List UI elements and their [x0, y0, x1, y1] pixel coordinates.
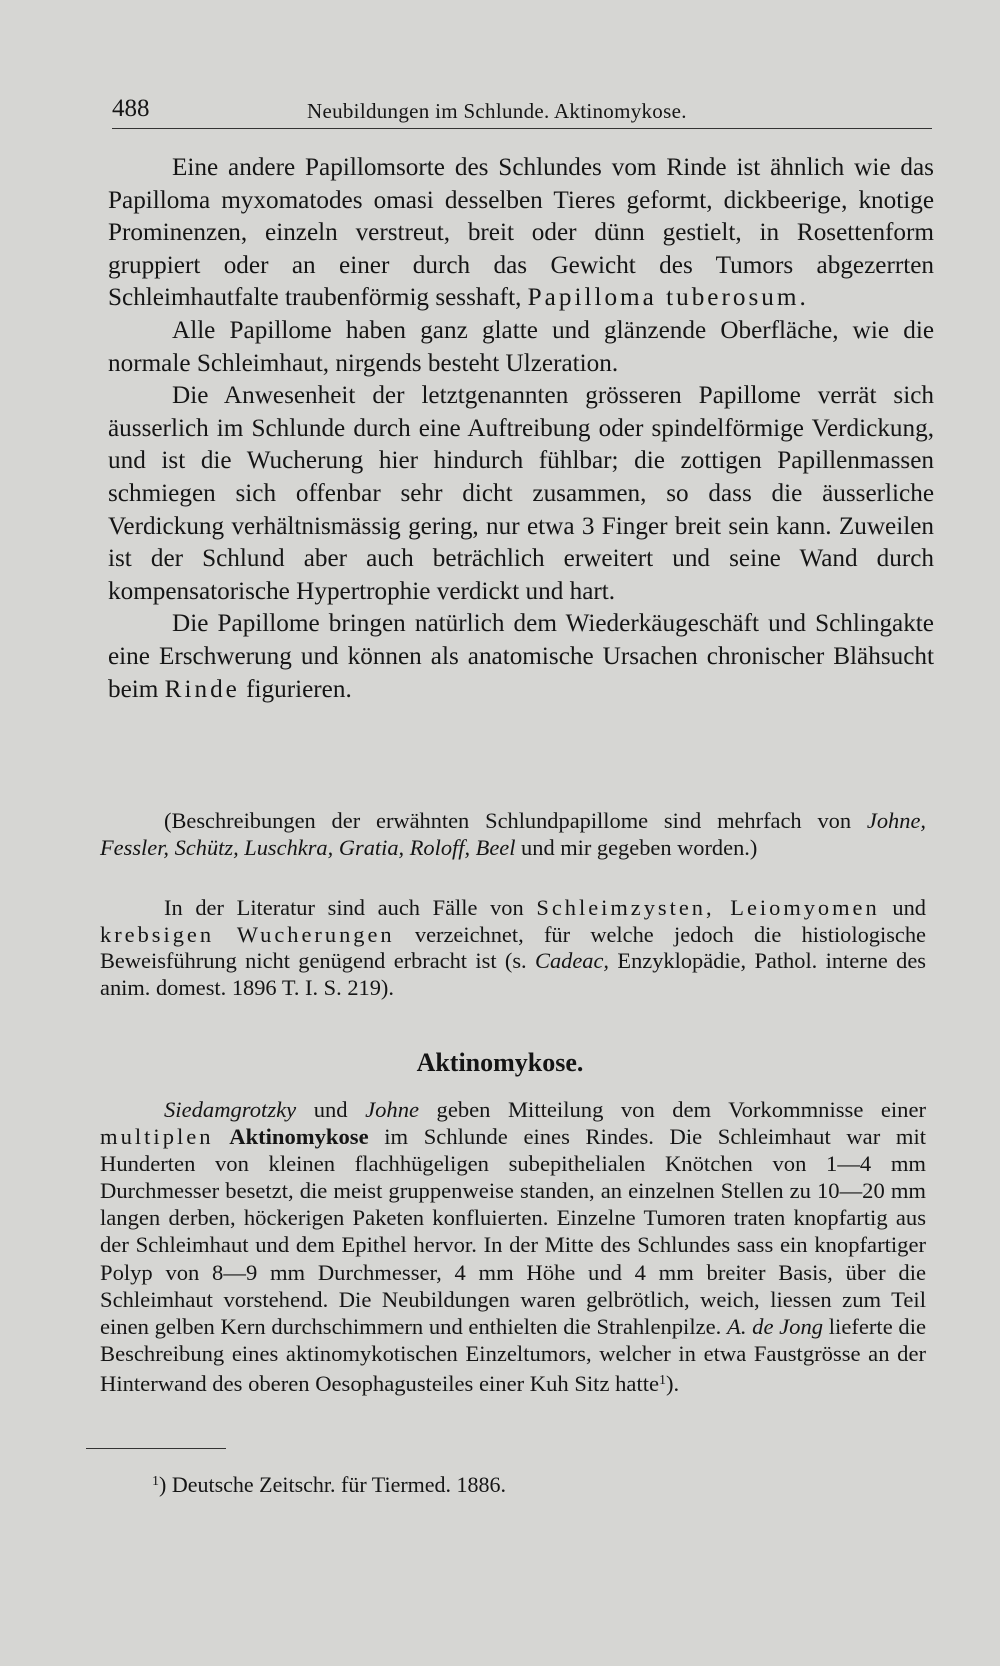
running-header [112, 95, 932, 135]
footnote-rule [86, 1448, 226, 1449]
section-text-3: lieferte die Beschreibung eines aktinomykotischen Einzeltumors, welcher in etwa Faustgrösse an der Hinterwand des oberen Oesophagusteiles einer Kuh Sitz hatte [100, 1313, 927, 1396]
section-text [100, 1096, 926, 1397]
note-1-paragraph [100, 808, 926, 861]
spaced-term: multiplen [100, 1124, 214, 1150]
note-2-start: In der Literatur sind auch Fälle von [164, 895, 524, 920]
author-names: Johne, Fessler, Schütz, Luschkra, Gratia, Roloff, Beel [100, 808, 926, 860]
paragraph-4-start: Die Papillome bringen natürlich dem Wiederkäugeschäft und Schlingakte eine Erschwerung und können als anatomische Ursachen chronischer Blähsucht beim [108, 610, 934, 703]
note-2-paragraph [100, 895, 926, 1001]
connector: und [313, 1097, 348, 1122]
note-1-end: und mir gegeben worden.) [521, 834, 758, 860]
footnote-text: ) Deutsche Zeitschr. für Tiermed. 1886. [159, 1472, 507, 1497]
section-text-4: ). [666, 1370, 680, 1396]
note-literature [100, 895, 926, 1001]
spaced-term: Schleimzysten, Leiomyomen [536, 895, 880, 920]
author-name: Cadeac, [535, 948, 610, 974]
author-name: Johne [365, 1097, 420, 1122]
spaced-term: Rinde [164, 675, 240, 703]
main-text [108, 152, 934, 706]
header-rule [112, 128, 932, 129]
footnote [152, 1472, 506, 1498]
paragraph-3: Die Anwesenheit der letztgenannten grösseren Papillome verrät sich äusserlich im Schlunde durch eine Auftreibung oder spindelförmige Verdickung, und ist die Wucherung hier hindurch fühlbar; die zottigen Papillenmassen schmiegen sich offenbar sehr dicht zusammen, so dass die äusserliche Verdickung verhältnismässig gering, nur etwa 3 Finger breit sein kann. Zuweilen ist der Schlund aber auch beträchlich erweitert und seine Wand durch kompensatorische Hypertrophie verdickt und hart. [108, 382, 934, 605]
section-text-1: geben Mitteilung von dem Vorkommnisse einer [436, 1097, 927, 1122]
author-name: A. de Jong [727, 1313, 824, 1339]
note-1-start: (Beschreibungen der erwähnten Schlundpapillome sind mehrfach von [164, 808, 852, 833]
section-heading: Aktinomykose. [416, 1048, 584, 1077]
note-2-mid: und [892, 895, 926, 920]
page-number: 488 [112, 95, 150, 122]
bold-term: Aktinomykose [229, 1124, 369, 1150]
footnote-marker: 1 [152, 1474, 159, 1489]
paragraph-1-text: Eine andere Papillomsorte des Schlundes vom Rinde ist ähnlich wie das Papilloma myxomatodes omasi desselben Tieres geformt, dickbeerige, knotige Prominenzen, einzeln verstreut, breit oder dünn gestielt, in Rosettenform gruppiert oder an einer durch das Gewicht des Tumors abgezerrten Schleimhautfalte traubenförmig sesshaft, [108, 154, 934, 312]
spaced-term: krebsigen Wucherungen [100, 921, 395, 947]
note-descriptions [100, 808, 926, 861]
paragraph-2: Alle Papillome haben ganz glatte und glänzende Oberfläche, wie die normale Schleimhaut, nirgends besteht Ulzeration. [108, 316, 934, 377]
paragraph-4-end: figurieren. [246, 675, 352, 703]
note-2-end: Enzyklopädie, Pathol. interne des anim. domest. 1896 T. I. S. 219). [100, 948, 926, 1000]
author-name: Siedamgrotzky [164, 1097, 297, 1122]
section-text-2: im Schlunde eines Rindes. Die Schleimhaut war mit Hunderten von kleinen flachhügeligen subepithelialen Knötchen von 1—4 mm Durchmesser besetzt, die meist gruppenweise standen, an einzelnen Stellen zu 10—20 mm langen derben, höckerigen Paketen konfluierten. Einzelne Tumoren traten knopfartig aus der Schleimhaut und dem Epithel hervor. In der Mitte des Schlundes sass ein knopfartiger Polyp von 8—9 mm Durchmesser, 4 mm Höhe und 4 mm breiter Basis, über die Schleimhaut vorstehend. Die Neubildungen waren gelbrötlich, weich, liessen zum Teil einen gelben Kern durchschimmern und enthielten die Strahlenpilze. [100, 1124, 926, 1339]
paragraph-4 [108, 608, 934, 706]
running-title: Neubildungen im Schlunde. Aktinomykose. [307, 99, 687, 123]
footnote-reference[interactable]: 1 [659, 1372, 667, 1388]
spaced-term: Papilloma tuberosum. [527, 284, 809, 312]
note-2-mid: verzeichnet, für welche jedoch die histiologische Beweisführung nicht genügend erbracht ist (s. [100, 921, 926, 974]
section-paragraph [100, 1096, 926, 1397]
paragraph-1 [108, 152, 934, 315]
